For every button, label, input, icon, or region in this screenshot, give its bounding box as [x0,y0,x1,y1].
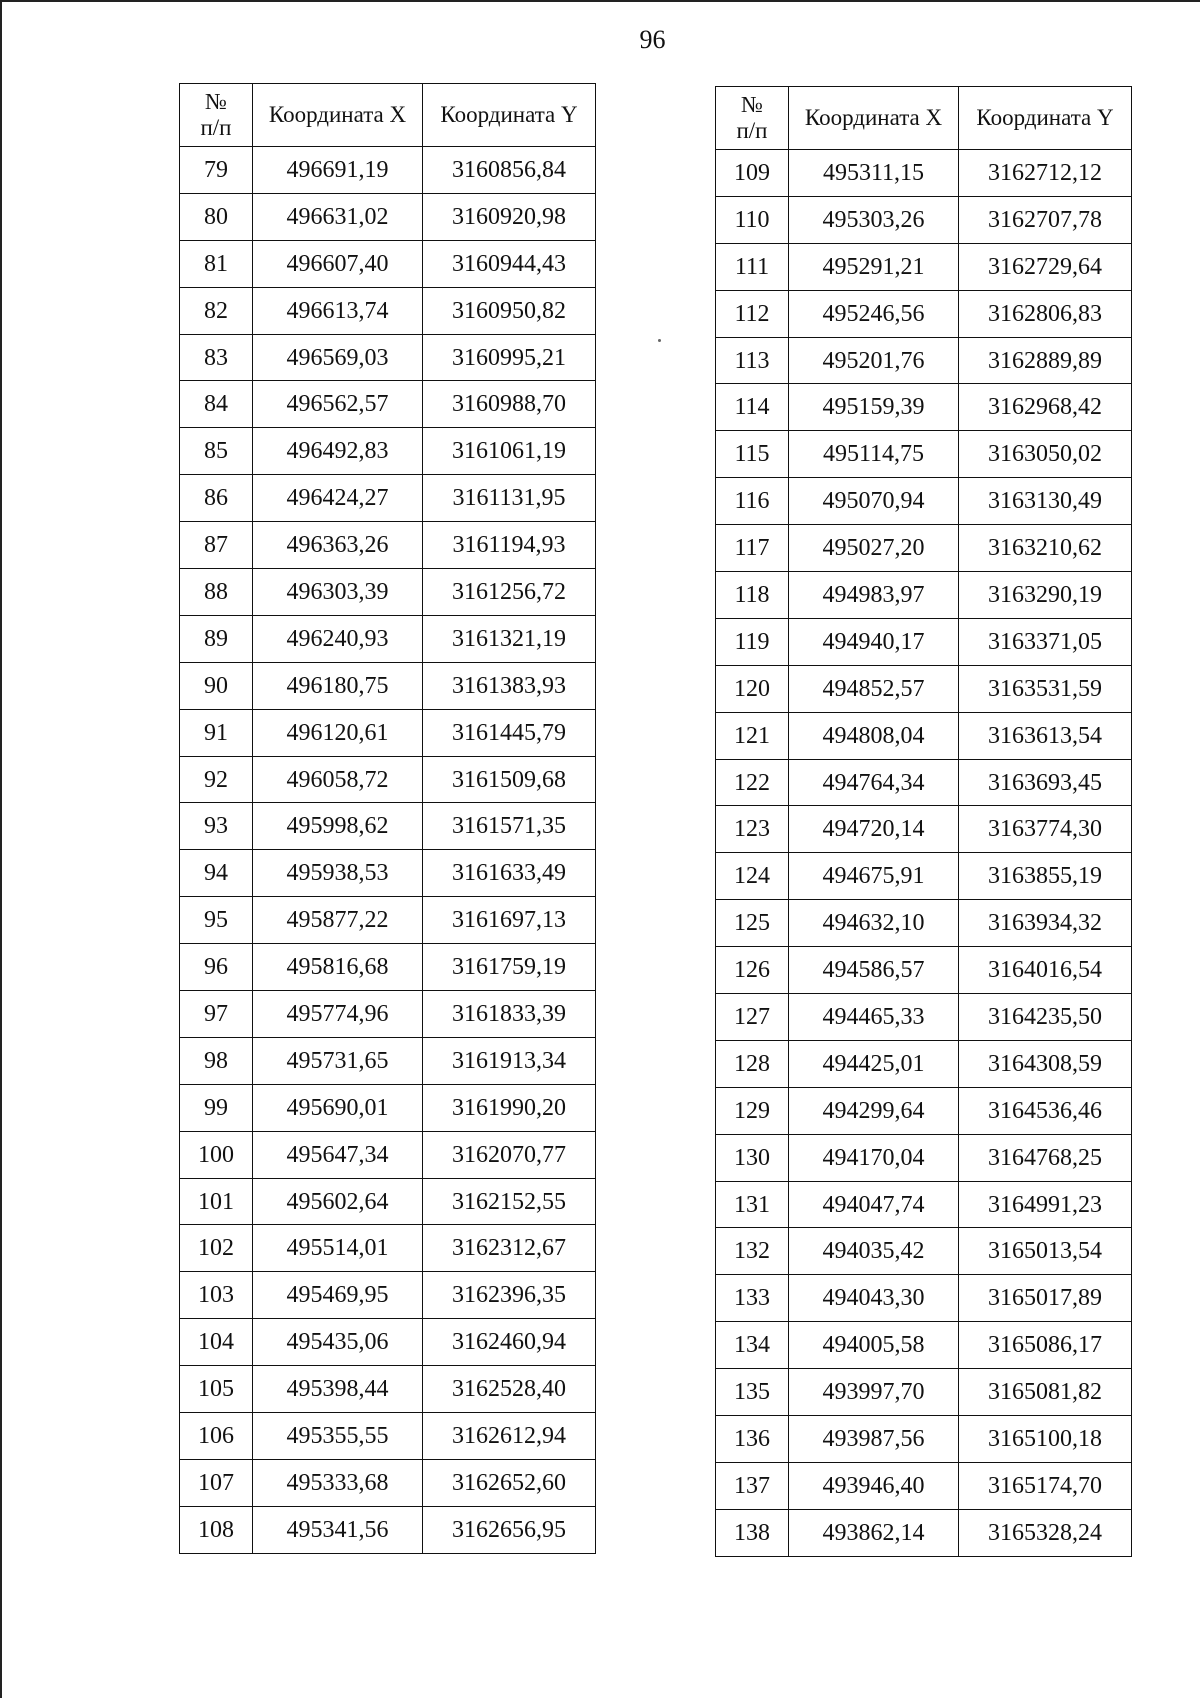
coord-y-cell: 3161913,34 [423,1037,596,1084]
table-row [716,384,1132,431]
point-number-cell: 136 [716,1416,789,1463]
coord-x-cell: 496569,03 [253,334,423,381]
coord-x-cell: 495398,44 [253,1366,423,1413]
coord-y-cell: 3165100,18 [959,1416,1132,1463]
table-row [716,759,1132,806]
coord-x-cell: 495816,68 [253,944,423,991]
table-row [716,243,1132,290]
point-number-cell: 129 [716,1087,789,1134]
header-coord-x: Координата X [253,84,423,147]
coord-x-cell: 495114,75 [789,431,959,478]
point-number-cell: 137 [716,1462,789,1509]
coord-y-cell: 3160920,98 [423,193,596,240]
coord-x-cell: 495201,76 [789,337,959,384]
table-row [716,478,1132,525]
point-number-cell: 122 [716,759,789,806]
coord-x-cell: 495159,39 [789,384,959,431]
table-row [716,665,1132,712]
point-number-cell: 92 [180,756,253,803]
coord-x-cell: 495246,56 [789,290,959,337]
header-number [180,84,253,147]
coord-y-cell: 3161131,95 [423,475,596,522]
coord-x-cell: 493987,56 [789,1416,959,1463]
table-row [180,147,596,194]
point-number-cell: 101 [180,1178,253,1225]
coord-x-cell: 495070,94 [789,478,959,525]
coord-y-cell: 3163855,19 [959,853,1132,900]
coord-x-cell: 494720,14 [789,806,959,853]
scan-speck [658,339,661,342]
coord-x-cell: 496424,27 [253,475,423,522]
table-row [716,1040,1132,1087]
coord-y-cell: 3161445,79 [423,709,596,756]
coord-y-cell: 3161759,19 [423,944,596,991]
table-row [180,944,596,991]
coord-x-cell: 495514,01 [253,1225,423,1272]
coord-x-cell: 495291,21 [789,243,959,290]
table-row [180,1178,596,1225]
table-row [180,897,596,944]
coord-y-cell: 3162396,35 [423,1272,596,1319]
coord-x-cell: 496180,75 [253,662,423,709]
coord-x-cell: 495027,20 [789,525,959,572]
coord-y-cell: 3164536,46 [959,1087,1132,1134]
header-number [716,87,789,150]
coord-y-cell: 3162312,67 [423,1225,596,1272]
table-row [180,569,596,616]
coord-y-cell: 3165013,54 [959,1228,1132,1275]
header-number-abbr: п/п [200,115,232,140]
point-number-cell: 118 [716,572,789,619]
coord-x-cell: 496613,74 [253,287,423,334]
point-number-cell: 106 [180,1413,253,1460]
coord-x-cell: 493862,14 [789,1509,959,1556]
coord-x-cell: 496631,02 [253,193,423,240]
point-number-cell: 124 [716,853,789,900]
coord-x-cell: 495469,95 [253,1272,423,1319]
table-row [716,1181,1132,1228]
coord-x-cell: 496120,61 [253,709,423,756]
table-row [716,1416,1132,1463]
point-number-cell: 80 [180,193,253,240]
point-number-cell: 111 [716,243,789,290]
coord-x-cell: 494983,97 [789,572,959,619]
point-number-cell: 105 [180,1366,253,1413]
table-row [716,1134,1132,1181]
coord-y-cell: 3163050,02 [959,431,1132,478]
point-number-cell: 104 [180,1319,253,1366]
coord-x-cell: 495303,26 [789,196,959,243]
table-row [716,525,1132,572]
table-row [716,1228,1132,1275]
coord-y-cell: 3162806,83 [959,290,1132,337]
point-number-cell: 103 [180,1272,253,1319]
table-row [180,1413,596,1460]
table-row [180,615,596,662]
table-row [180,756,596,803]
point-number-cell: 120 [716,665,789,712]
table-row [180,662,596,709]
point-number-cell: 90 [180,662,253,709]
coord-x-cell: 495602,64 [253,1178,423,1225]
coord-x-cell: 496607,40 [253,240,423,287]
point-number-cell: 88 [180,569,253,616]
coord-x-cell: 494940,17 [789,618,959,665]
table-row [716,1462,1132,1509]
table-row [180,522,596,569]
point-number-cell: 108 [180,1506,253,1553]
coordinates-table-right [715,86,1132,1557]
coord-y-cell: 3163290,19 [959,572,1132,619]
point-number-cell: 86 [180,475,253,522]
coord-x-cell: 494425,01 [789,1040,959,1087]
point-number-cell: 123 [716,806,789,853]
table-row [716,1322,1132,1369]
point-number-cell: 81 [180,240,253,287]
point-number-cell: 79 [180,147,253,194]
coord-y-cell: 3161194,93 [423,522,596,569]
page-number: 96 [639,25,666,54]
point-number-cell: 83 [180,334,253,381]
table-row [180,1131,596,1178]
coord-y-cell: 3161833,39 [423,991,596,1038]
table-body-left [180,147,596,1554]
point-number-cell: 82 [180,287,253,334]
table-row [716,994,1132,1041]
point-number-cell: 128 [716,1040,789,1087]
table-row [716,150,1132,197]
coord-y-cell: 3162968,42 [959,384,1132,431]
coord-x-cell: 494852,57 [789,665,959,712]
point-number-cell: 132 [716,1228,789,1275]
coord-y-cell: 3164016,54 [959,947,1132,994]
coord-x-cell: 494299,64 [789,1087,959,1134]
coord-x-cell: 495774,96 [253,991,423,1038]
coord-y-cell: 3165086,17 [959,1322,1132,1369]
table-row [180,709,596,756]
coord-y-cell: 3164308,59 [959,1040,1132,1087]
coord-y-cell: 3163774,30 [959,806,1132,853]
coord-x-cell: 496492,83 [253,428,423,475]
table-row [180,381,596,428]
table-row [716,900,1132,947]
coord-y-cell: 3161990,20 [423,1084,596,1131]
coord-y-cell: 3163693,45 [959,759,1132,806]
coord-x-cell: 496691,19 [253,147,423,194]
coord-y-cell: 3161383,93 [423,662,596,709]
coord-x-cell: 494632,10 [789,900,959,947]
table-row [180,1225,596,1272]
coord-x-cell: 495333,68 [253,1459,423,1506]
coord-y-cell: 3161571,35 [423,803,596,850]
coord-y-cell: 3163531,59 [959,665,1132,712]
coord-x-cell: 496562,57 [253,381,423,428]
table-body-right [716,150,1132,1557]
coord-y-cell: 3162152,55 [423,1178,596,1225]
coord-x-cell: 494047,74 [789,1181,959,1228]
coord-y-cell: 3163613,54 [959,712,1132,759]
coord-y-cell: 3161321,19 [423,615,596,662]
coord-y-cell: 3160950,82 [423,287,596,334]
coord-y-cell: 3162656,95 [423,1506,596,1553]
table-row [716,712,1132,759]
table-row [180,287,596,334]
coord-x-cell: 495690,01 [253,1084,423,1131]
coord-x-cell: 494035,42 [789,1228,959,1275]
point-number-cell: 93 [180,803,253,850]
header-coord-x: Координата X [789,87,959,150]
table-row [716,618,1132,665]
point-number-cell: 107 [180,1459,253,1506]
coord-x-cell: 496363,26 [253,522,423,569]
table-row [716,337,1132,384]
table-row [180,334,596,381]
point-number-cell: 126 [716,947,789,994]
point-number-cell: 125 [716,900,789,947]
table-row [716,1275,1132,1322]
coord-x-cell: 494170,04 [789,1134,959,1181]
coord-y-cell: 3162889,89 [959,337,1132,384]
coord-x-cell: 493946,40 [789,1462,959,1509]
header-coord-y: Координата Y [423,84,596,147]
coord-x-cell: 494005,58 [789,1322,959,1369]
table-row [180,1037,596,1084]
table-row [180,850,596,897]
point-number-cell: 110 [716,196,789,243]
coord-x-cell: 494465,33 [789,994,959,1041]
table-row [716,572,1132,619]
coord-y-cell: 3160856,84 [423,147,596,194]
coord-x-cell: 495938,53 [253,850,423,897]
coord-y-cell: 3161633,49 [423,850,596,897]
coord-x-cell: 495731,65 [253,1037,423,1084]
coord-y-cell: 3163210,62 [959,525,1132,572]
table-row [716,196,1132,243]
point-number-cell: 135 [716,1369,789,1416]
table-row [180,1506,596,1553]
table-row [716,1087,1132,1134]
coord-x-cell: 494675,91 [789,853,959,900]
coord-y-cell: 3165081,82 [959,1369,1132,1416]
point-number-cell: 96 [180,944,253,991]
coord-y-cell: 3161256,72 [423,569,596,616]
coord-x-cell: 495311,15 [789,150,959,197]
coord-x-cell: 495435,06 [253,1319,423,1366]
table-row [180,1084,596,1131]
coord-y-cell: 3162729,64 [959,243,1132,290]
coord-x-cell: 495355,55 [253,1413,423,1460]
point-number-cell: 97 [180,991,253,1038]
point-number-cell: 102 [180,1225,253,1272]
table-row [180,1319,596,1366]
coord-y-cell: 3161061,19 [423,428,596,475]
coord-x-cell: 496058,72 [253,756,423,803]
coord-y-cell: 3162460,94 [423,1319,596,1366]
point-number-cell: 115 [716,431,789,478]
point-number-cell: 85 [180,428,253,475]
table-row [716,431,1132,478]
table-row [716,947,1132,994]
table-row [180,1459,596,1506]
table-row [180,991,596,1038]
coord-y-cell: 3162652,60 [423,1459,596,1506]
table-row [180,193,596,240]
point-number-cell: 100 [180,1131,253,1178]
point-number-cell: 99 [180,1084,253,1131]
table-row [716,853,1132,900]
coord-y-cell: 3165017,89 [959,1275,1132,1322]
coordinates-table-left [179,83,596,1554]
point-number-cell: 95 [180,897,253,944]
point-number-cell: 98 [180,1037,253,1084]
header-number-abbr: п/п [736,118,768,143]
coord-y-cell: 3161509,68 [423,756,596,803]
point-number-cell: 119 [716,618,789,665]
coord-x-cell: 495877,22 [253,897,423,944]
point-number-cell: 114 [716,384,789,431]
point-number-cell: 134 [716,1322,789,1369]
coord-y-cell: 3162612,94 [423,1413,596,1460]
point-number-cell: 133 [716,1275,789,1322]
point-number-cell: 121 [716,712,789,759]
coord-y-cell: 3160944,43 [423,240,596,287]
coord-x-cell: 495647,34 [253,1131,423,1178]
point-number-cell: 117 [716,525,789,572]
table-row [180,803,596,850]
header-coord-y: Координата Y [959,87,1132,150]
point-number-cell: 84 [180,381,253,428]
coord-y-cell: 3163130,49 [959,478,1132,525]
coord-y-cell: 3164235,50 [959,994,1132,1041]
coord-x-cell: 495341,56 [253,1506,423,1553]
table-row [180,1366,596,1413]
table-row [716,290,1132,337]
point-number-cell: 131 [716,1181,789,1228]
header-number-symbol: № [741,92,763,117]
coord-y-cell: 3165328,24 [959,1509,1132,1556]
coord-y-cell: 3160995,21 [423,334,596,381]
coord-x-cell: 494586,57 [789,947,959,994]
point-number-cell: 113 [716,337,789,384]
coord-y-cell: 3160988,70 [423,381,596,428]
coord-y-cell: 3162707,78 [959,196,1132,243]
table-header-row [180,84,596,147]
point-number-cell: 109 [716,150,789,197]
coord-y-cell: 3164768,25 [959,1134,1132,1181]
coord-x-cell: 496303,39 [253,569,423,616]
coord-y-cell: 3162070,77 [423,1131,596,1178]
coord-x-cell: 494808,04 [789,712,959,759]
table-row [180,428,596,475]
table-row [180,475,596,522]
coord-x-cell: 495998,62 [253,803,423,850]
point-number-cell: 94 [180,850,253,897]
coord-x-cell: 496240,93 [253,615,423,662]
point-number-cell: 91 [180,709,253,756]
point-number-cell: 112 [716,290,789,337]
point-number-cell: 130 [716,1134,789,1181]
point-number-cell: 127 [716,994,789,1041]
point-number-cell: 89 [180,615,253,662]
coord-y-cell: 3162528,40 [423,1366,596,1413]
coord-x-cell: 494043,30 [789,1275,959,1322]
header-number-symbol: № [205,89,227,114]
coord-x-cell: 494764,34 [789,759,959,806]
table-row [716,806,1132,853]
table-header-row [716,87,1132,150]
table-row [180,1272,596,1319]
coord-y-cell: 3163934,32 [959,900,1132,947]
coord-y-cell: 3165174,70 [959,1462,1132,1509]
table-row [180,240,596,287]
coord-y-cell: 3163371,05 [959,618,1132,665]
coord-y-cell: 3162712,12 [959,150,1132,197]
coord-y-cell: 3161697,13 [423,897,596,944]
point-number-cell: 138 [716,1509,789,1556]
point-number-cell: 87 [180,522,253,569]
coord-y-cell: 3164991,23 [959,1181,1132,1228]
point-number-cell: 116 [716,478,789,525]
coord-x-cell: 493997,70 [789,1369,959,1416]
table-row [716,1369,1132,1416]
table-row [716,1509,1132,1556]
